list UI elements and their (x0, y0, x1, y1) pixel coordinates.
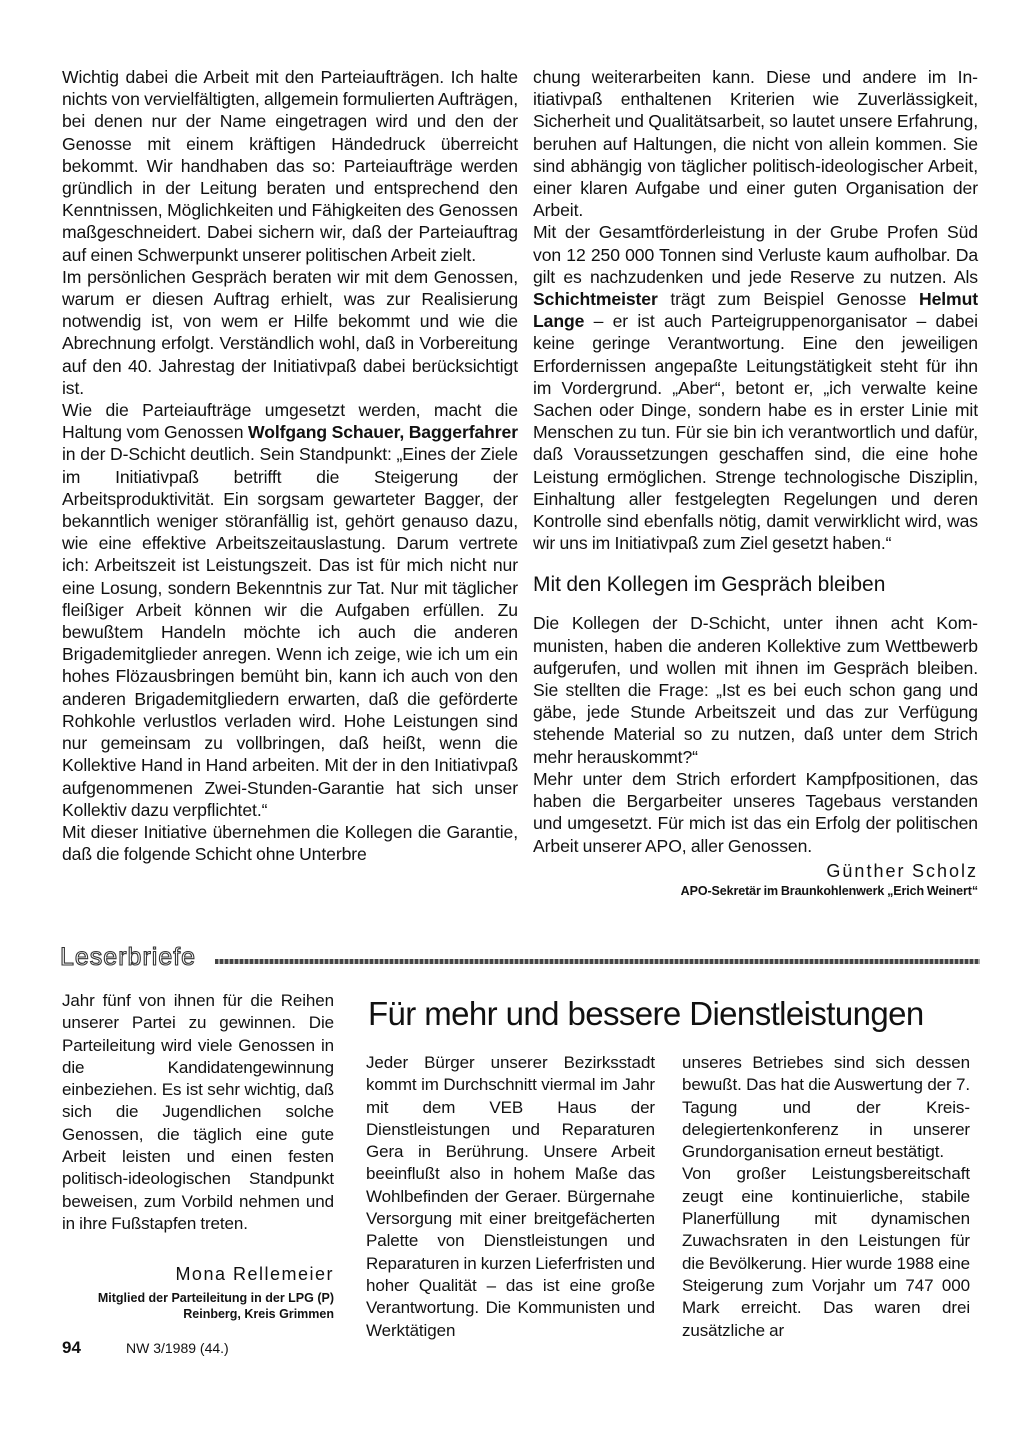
section-heading: Mit den Kollegen im Gespräch bleiben (533, 573, 886, 597)
role-bold: Schichtmeister (533, 289, 658, 310)
text-run: in der D-Schicht deutlich. Sein Standpunkt: „Eines der Ziele im Initiativpaß betrifft die Steigerung der Arbeitsproduktivität. Ein sorgsam gewarteter Bagger, der bekanntlich weniger störanfällig ist, gehört genauso dazu, wie eine effektive Arbeitszeitauslastung. Darum vertrete ich: Arbeitszeit ist Leistungszeit. Das ist für mich nicht nur eine Losung, sondern Bekenntnis zur Tat. Nur mit täglicher fleißiger Arbeit können wir die Aufgaben erfüllen. Zu bewußtem Handeln möchte ich auch die anderen Brigademitglieder anregen. Wenn ich zeige, wie ich um ein hohes Flözausbringen bemüht bin, kann ich auch von den anderen Brigademitgliedern erwarten, daß die geförderte Rohkohle verlustlos verladen wird. Hohe Leistungen sind nur gemeinsam zu vollbringen, daß heißt, wenn die Kollektive Hand in Hand arbeiten. Mit der in den Initiativpaß aufgenommenen Zwei-Stunden-Garantie hat sich unser Kollektiv dazu verpflichtet.“ (62, 444, 518, 820)
page-number: 94 (62, 1338, 81, 1357)
paragraph: Jahr fünf von ihnen für die Reihen unserer Partei zu gewinnen. Die Parteileitung wird viele Genossen in die Kandidatengewinnung einbeziehen. Es ist sehr wichtig, daß sich die Jugendlichen solche Genossen, die täglich eine gute Arbeit leisten und einen festen politisch-ideologischen Standpunkt beweisen, zum Vorbild nehmen und in ihre Fußstapfen treten. (62, 991, 334, 1233)
paragraph: unseres Betriebes sind sich dessen bewußt. Das hat die Auswertung der 7. Tagung und der Kreisdelegiertenkonferenz in unserer Grundorganisation erneut bestätigt. (682, 1053, 970, 1162)
paragraph: Im persönlichen Gespräch beraten wir mit dem Genossen, warum er diesen Auftrag erhielt, was zur Realisierung notwendig ist, von wem er Hilfe bekommt und wie die Abrechnung erfolgt. Verständlich wohl, daß in Vorbereitung auf den 40. Jahrestag der Initiativpaß dabei berücksichtigt ist. (62, 266, 518, 398)
column-bottom-left (62, 990, 334, 1235)
paragraph: Mit dieser Initiative übernehmen die Kollegen die Garantie, daß die folgende Schicht ohne Unterbre (62, 821, 518, 865)
dotted-rule (215, 959, 980, 964)
article-headline: Für mehr und bessere Dienstleistungen (368, 995, 924, 1032)
text-run: Mit der Gesamtförderleistung in der Grube Profen Süd von 12 250 000 Tonnen sind Verluste kaum aufholbar. Da gilt es nachzudenken und jede Reserve zu nutzen. Als (533, 222, 978, 287)
paragraph: Wichtig dabei die Arbeit mit den Parteiaufträgen. Ich halte nichts von vervielfältigten, allgemein formulierten Aufträgen, bei denen nur der Name eingetragen wird und den der Genosse mit einem kräftigen Händedruck überreicht bekommt. Wir handhaben das so: Parteiaufträge werden gründlich in der Leitung beraten und entsprechend den Kenntnissen, Möglichkeiten und Fähigkeiten des Genossen maßgeschneidert. Dabei sichern wir, daß der Parteiauftrag auf einen Schwerpunkt unserer politischen Arbeit zielt. (62, 67, 518, 265)
author-signature: Mona Rellemeier (175, 1264, 334, 1284)
text-run: Wie die Parteiaufträge umgesetzt werden, macht die Haltung vom Genossen (62, 400, 518, 443)
section-label: Leserbriefe (60, 943, 197, 971)
paragraph: Mehr unter dem Strich erfordert Kampfpositionen, das haben die Bergarbeiter unseres Tagebaus verstanden und umgesetzt. Für mich ist das ein Erfolg der politischen Arbeit unserer APO, aller Genossen. (533, 768, 978, 856)
paragraph: Von großer Leistungsbereitschaft zeugt eine kontinuierliche, stabile Planerfüllung mit dynamischen Zuwachsraten in den Leistungen für die Bevölkerung. Hier wurde 1988 eine Steigerung zum Vorjahr um 747 000 Mark erreicht. Das waren drei zusätzliche ar (682, 1164, 970, 1340)
author-signature: Günther Scholz (826, 860, 978, 881)
author-role: Mitglied der Parteileitung in der LPG (P) Reinberg, Kreis Grimmen (97, 1291, 334, 1321)
column-bottom-right (682, 1052, 970, 1342)
author-role: APO-Sekretär im Braunkohlenwerk „Erich Weinert“ (680, 883, 978, 898)
paragraph (533, 221, 978, 554)
issue-reference: NW 3/1989 (44.) (126, 1340, 229, 1356)
paragraph: Jeder Bürger unserer Bezirksstadt kommt im Durchschnitt viermal im Jahr mit dem VEB Haus der Dienstleistungen und Reparaturen Gera in Berührung. Unsere Arbeit beeinflußt also in hohem Maße das Wohlbefinden der Geraer. Bürgernahe Versorgung mit einer breitgefächerten Palette von Dienstleistungen und Reparaturen in kurzen Lieferfristen und hoher Qualität – das ist eine große Verantwortung. Die Kommunisten und Werktätigen (366, 1053, 655, 1340)
letter-signature-block (62, 1262, 334, 1322)
leserbriefe-banner (60, 942, 980, 972)
column-bottom-middle (366, 1052, 655, 1342)
text-run: trägt zum Beispiel Genosse (657, 289, 919, 310)
text-run: – er ist auch Parteigruppenorganisator – dabei keine geringe Verantwortung. Eine den jeweiligen Erfordernissen angepaßte Leitungstätigkeit steht für ihn im Vordergrund. „Aber“, betont er, „ich verwalte keine Sachen oder Dinge, sondern habe es in erster Linie mit Menschen zu tun. Für sie bin ich verantwortlich und dafür, daß Voraussetzungen geschaffen sind, die eine hohe Leistung ermöglichen. Strenge technologische Disziplin, Einhaltung aller festgelegten Regelungen und deren Kontrolle sind ebenfalls nötig, damit verwirklicht wird, was wir uns im Initiativpaß zum Ziel gesetzt haben.“ (533, 311, 978, 554)
person-name-bold: Helmut Lange (533, 289, 978, 332)
paragraph (62, 399, 518, 821)
column-top-left (62, 66, 518, 865)
paragraph: Die Kollegen der D-Schicht, unter ihnen acht Kommunisten, haben die anderen Kollektive zum Wettbewerb aufgerufen, und wollen mit ihnen im Gespräch bleiben. Sie stellten die Frage: „Ist es bei euch schon gang und gäbe, jede Stunde Arbeitszeit und das zur Verfügung stehende Material so zu nutzen, daß unter dem Strich mehr herauskommt?“ (533, 613, 978, 767)
column-top-right (533, 66, 978, 899)
paragraph: chung weiterarbeiten kann. Diese und andere im Initiativpaß enthaltenen Kriterien wie Zuverlässigkeit, Sicherheit und Qualitätsarbeit, so lautet unsere Erfahrung, beruhen auf Haltungen, die nicht von allein kommen. Sie sind abhängig von täglicher politisch-ideologischer Arbeit, einer klaren Aufgabe und einer guten Organisation der Arbeit. (533, 67, 978, 221)
person-name-bold: Wolfgang Schauer, Baggerfahrer (248, 422, 518, 443)
